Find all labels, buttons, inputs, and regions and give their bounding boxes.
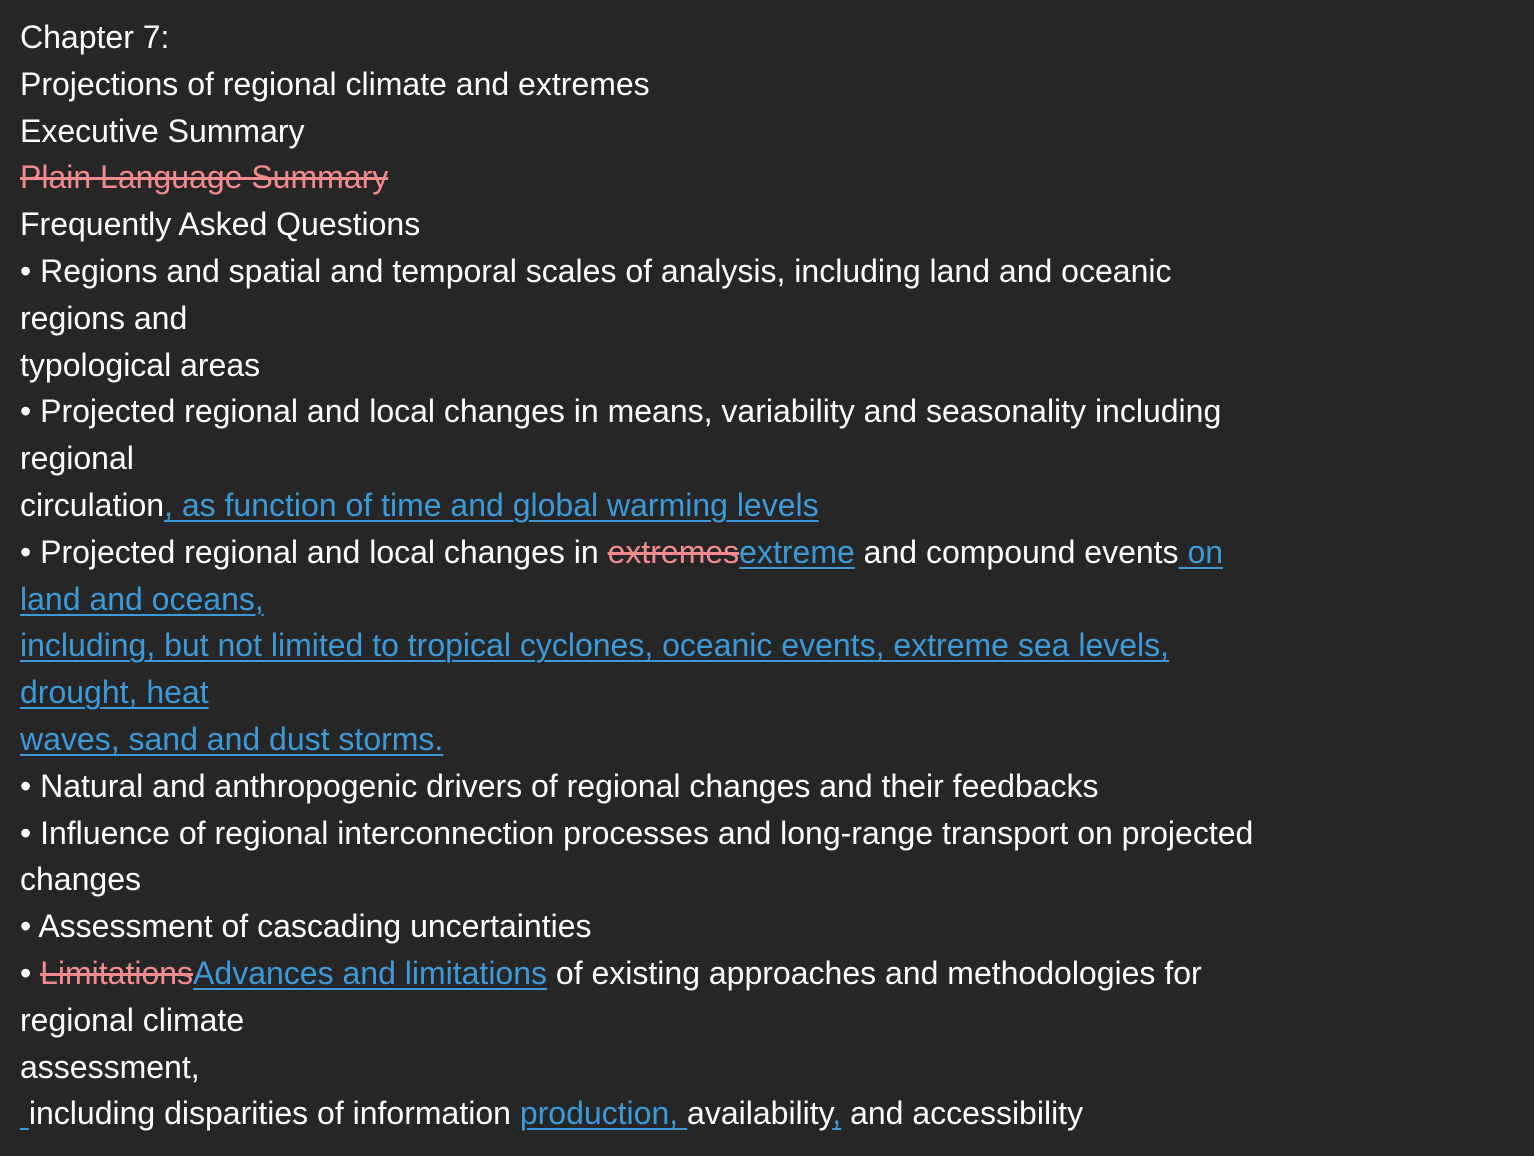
document-line <box>20 435 1520 482</box>
document-line <box>20 342 1520 389</box>
document-line <box>20 201 1520 248</box>
text-run: • Natural and anthropogenic drivers of regional changes and their feedbacks <box>20 767 1099 804</box>
document-line <box>20 576 1520 623</box>
document-line <box>20 669 1520 716</box>
inserted-text: on <box>1178 533 1224 570</box>
document-line <box>20 482 1520 529</box>
text-run: • Projected regional and local changes in <box>20 533 608 570</box>
text-run: • Influence of regional interconnection processes and long-range transport on projected <box>20 814 1254 851</box>
deleted-text: extremes <box>607 533 740 570</box>
text-run: availability <box>687 1095 833 1132</box>
document-line <box>20 154 1520 201</box>
text-run: including disparities of information <box>28 1095 520 1132</box>
text-run: • Regions and spatial and temporal scales of analysis, including land and oceanic <box>20 252 1172 289</box>
inserted-text: including, but not limited to tropical cyclones, oceanic events, extreme sea levels, <box>20 627 1170 664</box>
document-line <box>20 950 1520 997</box>
document-line <box>20 1044 1520 1091</box>
document-line <box>20 997 1520 1044</box>
inserted-text: Advances and limitations <box>193 954 548 991</box>
inserted-text: waves, sand and dust storms. <box>20 720 444 757</box>
inserted-text <box>20 1095 29 1131</box>
text-run: regions and <box>20 299 188 336</box>
text-run: Frequently Asked Questions <box>20 206 421 243</box>
inserted-text: land and oceans, <box>20 580 264 617</box>
text-run: and accessibility <box>841 1095 1084 1132</box>
document-line <box>20 716 1520 763</box>
text-run: of existing approaches and methodologies for <box>547 954 1202 991</box>
text-run: regional <box>20 440 134 477</box>
document-line <box>20 108 1520 155</box>
inserted-text: production, <box>519 1095 688 1132</box>
text-run: typological areas <box>20 346 261 383</box>
text-run: changes <box>20 861 141 898</box>
text-run: Executive Summary <box>20 112 305 149</box>
text-run: • Projected regional and local changes in means, variability and seasonality including <box>20 393 1222 430</box>
document-line <box>20 810 1520 857</box>
text-run: Chapter 7: <box>20 19 170 55</box>
document-line <box>20 295 1520 342</box>
deleted-text: Plain Language Summary <box>20 159 389 196</box>
text-run: Projections of regional climate and extremes <box>20 65 650 102</box>
document-line <box>20 388 1520 435</box>
tracked-changes-document[interactable] <box>20 14 1520 1137</box>
inserted-text: , <box>832 1095 842 1132</box>
document-line <box>20 61 1520 108</box>
document-line <box>20 248 1520 295</box>
deleted-text: Limitations <box>40 954 194 991</box>
document-line <box>20 1090 1520 1137</box>
document-line <box>20 856 1520 903</box>
text-run: and compound events <box>854 533 1179 570</box>
document-line <box>20 903 1520 950</box>
text-run: regional climate <box>20 1001 245 1038</box>
text-run: • Assessment of cascading uncertainties <box>20 908 592 945</box>
text-run: assessment, <box>20 1048 200 1085</box>
document-line <box>20 529 1520 576</box>
document-line <box>20 622 1520 669</box>
inserted-text: drought, heat <box>20 674 209 711</box>
document-line <box>20 763 1520 810</box>
inserted-text: , as function of time and global warming levels <box>164 486 819 523</box>
text-run: circulation <box>20 486 165 523</box>
document-line <box>20 14 1520 61</box>
text-run: • <box>20 954 41 991</box>
inserted-text: extreme <box>739 533 855 570</box>
